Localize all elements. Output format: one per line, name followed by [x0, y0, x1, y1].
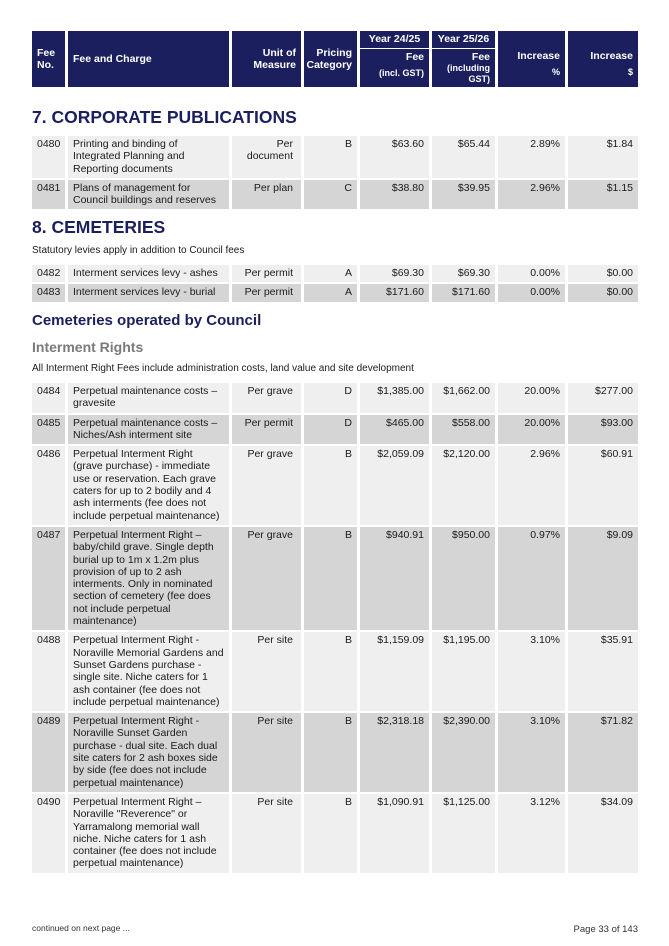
interment-note: All Interment Right Fees include administration costs, land value and site development [32, 363, 414, 374]
header-pricing [304, 31, 360, 87]
header-unit [232, 31, 304, 87]
cell-fee-2526: $2,390.00 [432, 713, 498, 792]
header-fee-no [32, 31, 68, 87]
cell-description: Perpetual Interment Right (grave purchase) - immediate use or reservation. Each grave caters for up to 2 bodily and 4 ash interments (fee does not include perpetual maintenance) [68, 446, 232, 525]
footer-continued: continued on next page ... [32, 923, 130, 933]
header-fee-and-charge-label: Fee and Charge [73, 53, 152, 65]
cell-unit: Per document [232, 136, 304, 178]
cell-pricing-category: A [304, 284, 360, 301]
cell-fee-2526: $65.44 [432, 136, 498, 178]
cell-increase-pct: 20.00% [498, 415, 568, 445]
table-row [32, 794, 638, 875]
subsection-title-operated: Cemeteries operated by Council [32, 312, 262, 329]
cell-description: Perpetual Interment Right - Noraville Sunset Garden purchase - dual site. Each dual site caters for 2 ash boxes side by side (fee does not include perpetual maintenance) [68, 713, 232, 792]
header-increase-pct-unit: % [551, 67, 560, 77]
table-row [32, 713, 638, 794]
cell-unit: Per grave [232, 446, 304, 525]
cell-fee-2425: $69.30 [360, 265, 432, 282]
cell-pricing-category: D [304, 415, 360, 445]
table-row [32, 284, 638, 303]
cell-increase-amt: $0.00 [568, 265, 638, 282]
cell-description: Perpetual maintenance costs – gravesite [68, 383, 232, 413]
cell-pricing-category: A [304, 265, 360, 282]
table-row [32, 632, 638, 713]
cell-fee-2425: $38.80 [360, 180, 432, 210]
header-year1 [360, 31, 432, 87]
header-year1-sub: (incl. GST) [379, 68, 424, 78]
cell-pricing-category: B [304, 794, 360, 873]
cell-increase-amt: $277.00 [568, 383, 638, 413]
cell-fee-2526: $69.30 [432, 265, 498, 282]
cell-increase-pct: 0.00% [498, 265, 568, 282]
cell-description: Perpetual Interment Right - Noraville Memorial Gardens and Sunset Gardens purchase - single site. Niche caters for 1 ash container (fee does not include perpetual maintenance) [68, 632, 232, 711]
header-year2-fee: Fee [471, 51, 490, 63]
cell-fee-no: 0489 [32, 713, 68, 792]
header-year1-label: Year 24/25 [360, 31, 429, 49]
table-row [32, 265, 638, 284]
cell-fee-2526: $1,125.00 [432, 794, 498, 873]
cell-increase-pct: 2.96% [498, 180, 568, 210]
cell-fee-2526: $1,662.00 [432, 383, 498, 413]
header-year2 [432, 31, 498, 87]
table-row [32, 415, 638, 447]
cell-pricing-category: D [304, 383, 360, 413]
cell-fee-2425: $465.00 [360, 415, 432, 445]
header-fee-no-label: Fee No. [37, 47, 56, 71]
cell-fee-2425: $1,385.00 [360, 383, 432, 413]
cell-increase-amt: $1.84 [568, 136, 638, 178]
cell-fee-no: 0484 [32, 383, 68, 413]
cell-fee-no: 0482 [32, 265, 68, 282]
cell-description: Perpetual maintenance costs – Niches/Ash interment site [68, 415, 232, 445]
cell-pricing-category: B [304, 446, 360, 525]
cell-fee-2425: $1,159.09 [360, 632, 432, 711]
page [32, 31, 638, 870]
cell-increase-pct: 0.97% [498, 527, 568, 630]
cell-fee-no: 0488 [32, 632, 68, 711]
table-row [32, 446, 638, 527]
cell-description: Interment services levy - ashes [68, 265, 232, 282]
cell-fee-2526: $171.60 [432, 284, 498, 301]
cell-fee-no: 0490 [32, 794, 68, 873]
header-year2-sub: (including GST) [447, 63, 490, 84]
cell-fee-2526: $558.00 [432, 415, 498, 445]
cell-unit: Per site [232, 632, 304, 711]
section-title-cemeteries: 8. CEMETERIES [32, 217, 166, 237]
cell-increase-amt: $71.82 [568, 713, 638, 792]
cell-unit: Per permit [232, 415, 304, 445]
cell-description: Interment services levy - burial [68, 284, 232, 301]
header-increase-amt-label: Increase [590, 50, 633, 62]
cell-increase-pct: 3.12% [498, 794, 568, 873]
cell-increase-pct: 0.00% [498, 284, 568, 301]
cell-fee-no: 0480 [32, 136, 68, 178]
table-row [32, 383, 638, 415]
cell-pricing-category: C [304, 180, 360, 210]
header-increase-pct-label: Increase [517, 50, 560, 62]
cell-description: Printing and binding of Integrated Planning and Reporting documents [68, 136, 232, 178]
cell-fee-no: 0483 [32, 284, 68, 301]
cell-fee-2425: $1,090.91 [360, 794, 432, 873]
cell-pricing-category: B [304, 527, 360, 630]
cell-unit: Per grave [232, 527, 304, 630]
cell-fee-2526: $2,120.00 [432, 446, 498, 525]
cemeteries-note: Statutory levies apply in addition to Council fees [32, 245, 245, 256]
cell-fee-no: 0486 [32, 446, 68, 525]
section-title-corporate: 7. CORPORATE PUBLICATIONS [32, 107, 297, 127]
cell-increase-pct: 2.89% [498, 136, 568, 178]
cell-increase-pct: 20.00% [498, 383, 568, 413]
cell-fee-2425: $171.60 [360, 284, 432, 301]
cell-description: Perpetual Interment Right – baby/child grave. Single depth burial up to 1m x 1.2m plus provision of up to 2 ash interments. Only in nominated section of cemetery (fee does not include perpetual maintenance) [68, 527, 232, 630]
header-increase-amt-unit: $ [627, 67, 633, 77]
cell-unit: Per plan [232, 180, 304, 210]
cell-fee-2526: $1,195.00 [432, 632, 498, 711]
cell-increase-amt: $35.91 [568, 632, 638, 711]
cell-increase-pct: 3.10% [498, 632, 568, 711]
cell-increase-pct: 3.10% [498, 713, 568, 792]
table-cemeteries [32, 265, 638, 304]
cell-fee-2425: $2,318.18 [360, 713, 432, 792]
cell-increase-amt: $0.00 [568, 284, 638, 301]
table-operated [32, 383, 638, 875]
cell-fee-no: 0487 [32, 527, 68, 630]
cell-fee-2425: $2,059.09 [360, 446, 432, 525]
header-pricing-label: Pricing Category [306, 47, 352, 71]
cell-fee-2425: $940.91 [360, 527, 432, 630]
cell-fee-2526: $950.00 [432, 527, 498, 630]
cell-unit: Per grave [232, 383, 304, 413]
cell-pricing-category: B [304, 136, 360, 178]
cell-increase-pct: 2.96% [498, 446, 568, 525]
cell-description: Plans of management for Council buildings and reserves [68, 180, 232, 210]
cell-increase-amt: $93.00 [568, 415, 638, 445]
table-header [32, 31, 638, 87]
table-row [32, 180, 638, 212]
header-increase-pct [498, 31, 568, 87]
header-fee-and-charge [68, 31, 232, 87]
cell-unit: Per permit [232, 284, 304, 301]
cell-pricing-category: B [304, 632, 360, 711]
header-increase-amt [568, 31, 638, 87]
table-row [32, 136, 638, 180]
cell-increase-amt: $60.91 [568, 446, 638, 525]
cell-increase-amt: $34.09 [568, 794, 638, 873]
cell-fee-2425: $63.60 [360, 136, 432, 178]
cell-increase-amt: $1.15 [568, 180, 638, 210]
footer-page-number: Page 33 of 143 [573, 924, 638, 935]
table-row [32, 527, 638, 632]
cell-increase-amt: $9.09 [568, 527, 638, 630]
cell-unit: Per permit [232, 265, 304, 282]
table-corporate [32, 136, 638, 211]
header-unit-label: Unit of Measure [253, 47, 296, 71]
cell-fee-no: 0481 [32, 180, 68, 210]
cell-pricing-category: B [304, 713, 360, 792]
subsection-subtitle-interment: Interment Rights [32, 339, 144, 355]
cell-fee-no: 0485 [32, 415, 68, 445]
header-year2-label: Year 25/26 [432, 31, 495, 49]
cell-description: Perpetual Interment Right – Noraville "Reverence" or Yarramalong memorial wall niche. Niche caters for 1 ash container (fee does not include perpetual maintenance) [68, 794, 232, 873]
header-year1-fee: Fee [405, 51, 424, 63]
cell-unit: Per site [232, 713, 304, 792]
cell-unit: Per site [232, 794, 304, 873]
cell-fee-2526: $39.95 [432, 180, 498, 210]
